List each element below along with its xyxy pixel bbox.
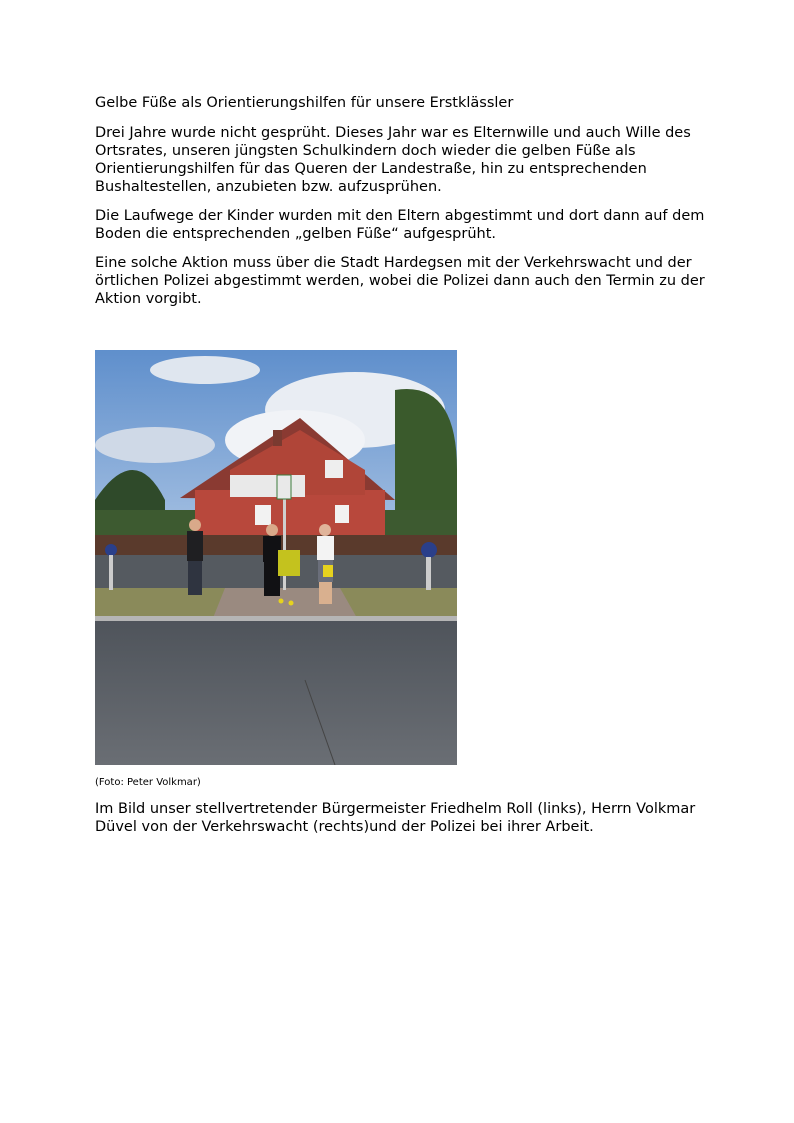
road-lower	[95, 621, 457, 765]
yellow-foot-mark	[289, 601, 294, 606]
cloud	[95, 427, 215, 463]
photo-caption: (Foto: Peter Volkmar)	[95, 777, 201, 788]
bollard-left	[105, 544, 117, 556]
window	[255, 505, 271, 525]
chimney	[273, 430, 282, 446]
closing-paragraph: Im Bild unser stellvertretender Bürgermeister Friedhelm Roll (links), Herrn Volkmar Düvel von der Verkehrswacht (rechts)und der Polizei bei ihrer Arbeit.	[95, 801, 696, 835]
bollard-left-post	[109, 555, 113, 590]
paved-crossing	[213, 588, 357, 618]
yellow-foot-mark	[279, 599, 284, 604]
window	[325, 460, 343, 478]
paragraph-3: Eine solche Aktion muss über die Stadt Hardegsen mit der Verkehrswacht und der örtlichen Polizei abgestimmt werden, wobei die Polizei dann auch den Termin zu der Aktion vorgibt.	[95, 255, 705, 307]
person-right	[317, 524, 334, 604]
street-scene-photo	[95, 350, 457, 765]
yellow-stencil	[278, 550, 300, 576]
curb	[95, 616, 457, 621]
document-title: Gelbe Füße als Orientierungshilfen für unsere Erstklässler	[95, 95, 514, 111]
bollard-right-post	[426, 557, 431, 590]
paragraph-1: Drei Jahre wurde nicht gesprüht. Dieses Jahr war es Elternwille und auch Wille des Ortsrates, unseren jüngsten Schulkindern doch wieder die gelben Füße als Orientierungshilfen für das Queren der Landestraße, hin zu entsprechenden Bushaltestellen, anzubieten bzw. aufzusprühen.	[95, 125, 691, 195]
window	[335, 505, 349, 523]
bus-stop-sign	[277, 475, 291, 499]
bollard-right	[421, 542, 437, 558]
cloud	[150, 356, 260, 384]
document-body	[95, 94, 715, 319]
paragraph-2: Die Laufwege der Kinder wurden mit den Eltern abgestimmt und dort dann auf dem Boden die entsprechenden „gelben Füße“ aufgesprüht.	[95, 208, 705, 242]
balcony	[230, 475, 305, 497]
